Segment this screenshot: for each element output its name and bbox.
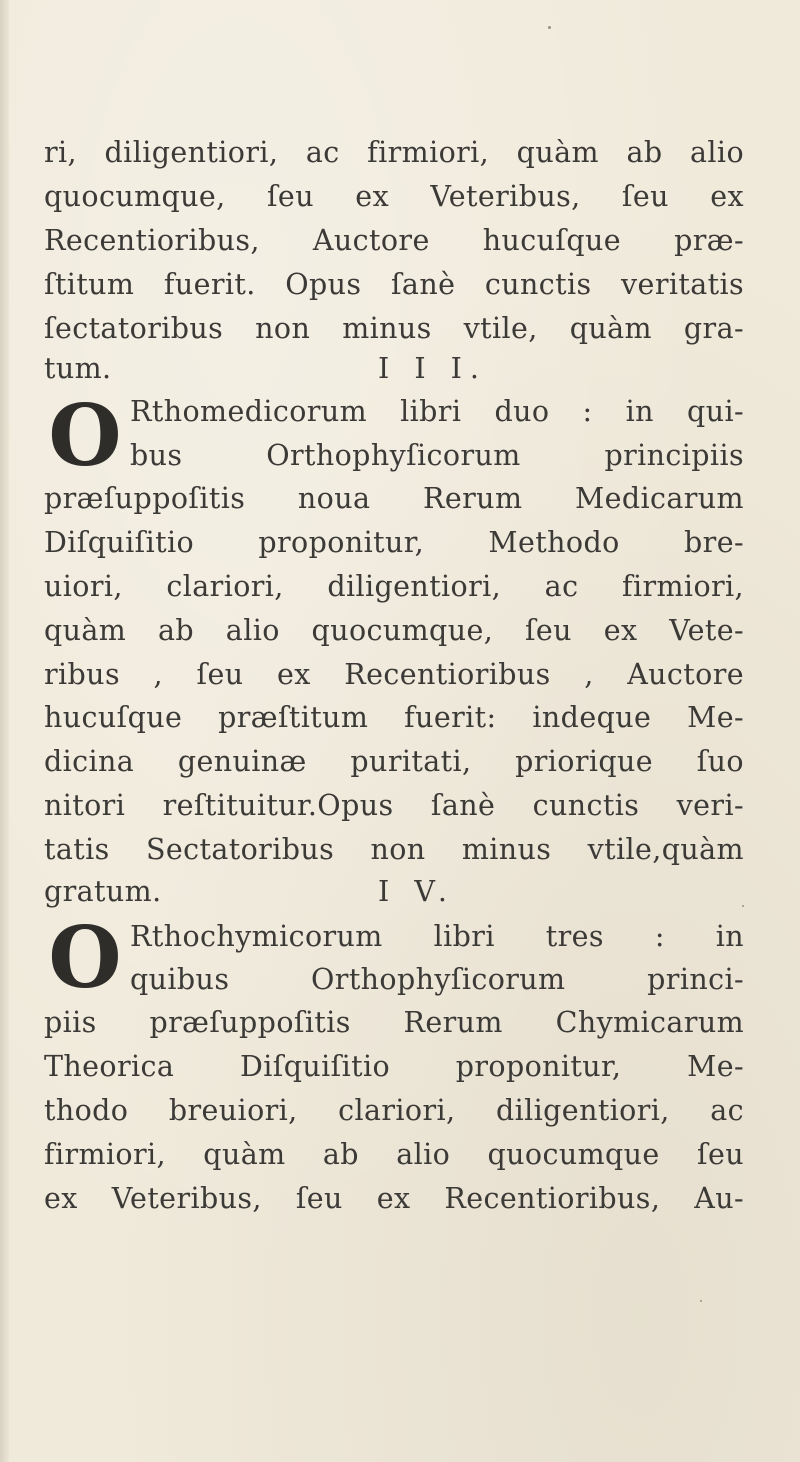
text-line: gratum.	[44, 875, 162, 908]
paper-speck	[700, 1300, 702, 1302]
paper-speck	[742, 905, 744, 907]
text-line: tum.	[44, 352, 112, 385]
paper-speck	[548, 26, 551, 29]
drop-cap-initial: O	[48, 908, 122, 1007]
text-line: dicina genuinæ puritati, priorique ſuo	[44, 745, 744, 778]
text-line: thodo breuiori, clariori, diligentiori, ac	[44, 1094, 744, 1127]
text-line: ex Veteribus, ſeu ex Recentioribus, Au-	[44, 1182, 744, 1215]
text-line: Theorica Diſquiſitio proponitur, Me-	[44, 1050, 744, 1083]
section-number: I I I.	[378, 352, 487, 385]
text-line: ſtitum fuerit. Opus ſanè cunctis veritatis	[44, 268, 744, 301]
text-line: tatis Sectatoribus non minus vtile,quàm	[44, 833, 744, 866]
text-line: ribus , ſeu ex Recentioribus , Auctore	[44, 658, 744, 691]
text-line: bus Orthophyſicorum principiis	[130, 439, 744, 472]
text-line: uiori, clariori, diligentiori, ac firmiori,	[44, 570, 744, 603]
text-line: Rthochymicorum libri tres : in	[130, 920, 744, 953]
text-line: ſectatoribus non minus vtile, quàm gra-	[44, 312, 744, 345]
text-line: Diſquiſitio proponitur, Methodo bre-	[44, 526, 744, 559]
text-line: piis præſuppoſitis Rerum Chymicarum	[44, 1006, 744, 1039]
text-line: nitori reſtituitur.Opus ſanè cunctis veri-	[44, 789, 744, 822]
text-line: quibus Orthophyſicorum princi-	[130, 963, 744, 996]
text-line: Rthomedicorum libri duo : in qui-	[130, 395, 744, 428]
text-line: hucuſque præſtitum fuerit: indeque Me-	[44, 701, 744, 734]
drop-cap-initial: O	[48, 386, 122, 485]
text-line: ri, diligentiori, ac firmiori, quàm ab alio	[44, 136, 744, 169]
text-line: quocumque, ſeu ex Veteribus, ſeu ex	[44, 180, 744, 213]
text-line: præſuppoſitis noua Rerum Medicarum	[44, 482, 744, 515]
section-number: I V.	[378, 875, 455, 908]
text-line: quàm ab alio quocumque, ſeu ex Vete-	[44, 614, 744, 647]
text-line: Recentioribus, Auctore hucuſque præ-	[44, 224, 744, 257]
page-gutter	[0, 0, 9, 1462]
text-line: firmiori, quàm ab alio quocumque ſeu	[44, 1138, 744, 1171]
